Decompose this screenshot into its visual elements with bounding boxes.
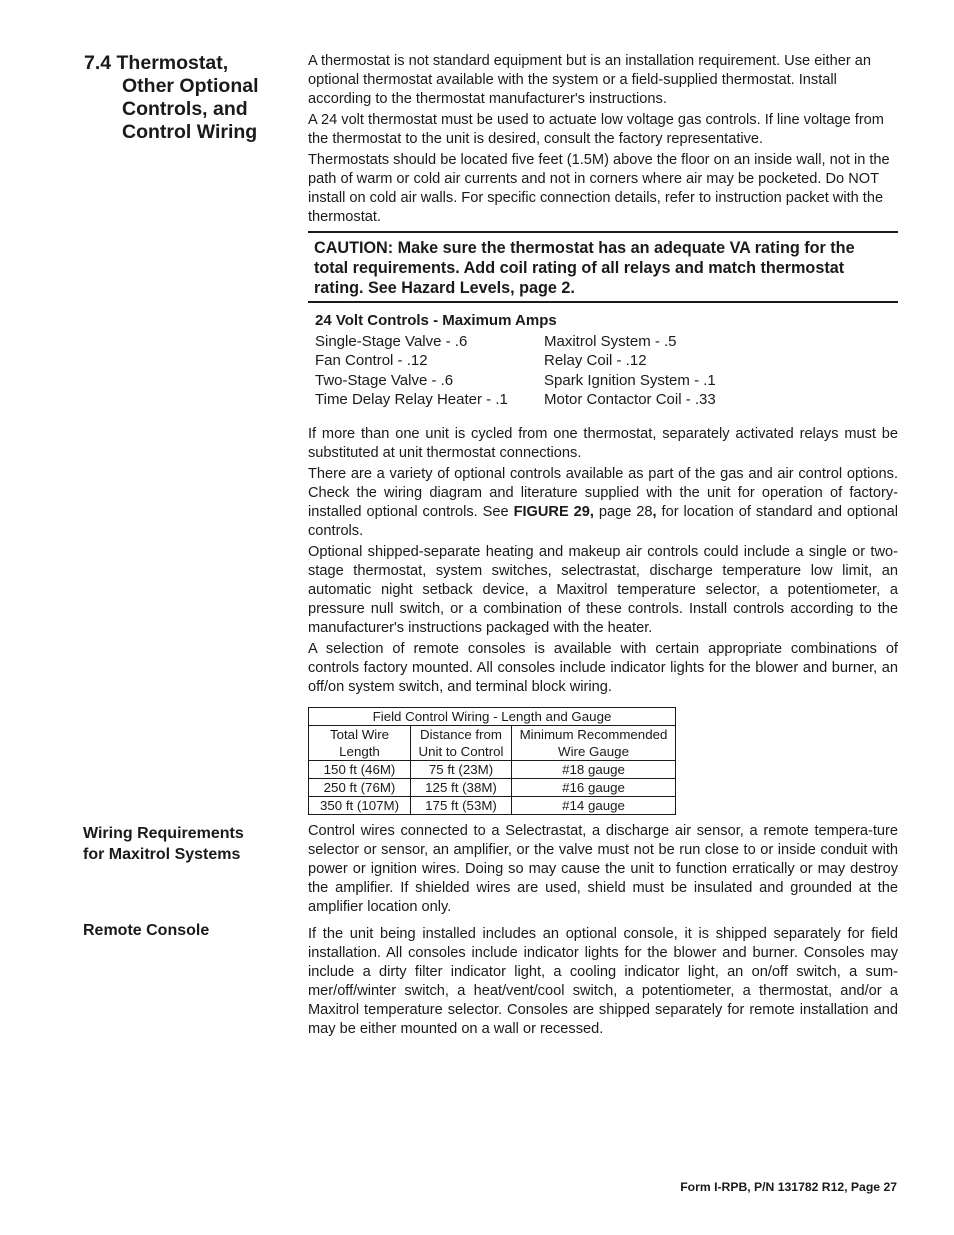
paragraph-optional-controls: There are a variety of optional controls available as part of the gas and air control options. Check the wiring diagram and literature supplied with the unit for operation of factory-installed optional controls. See FIGURE 29, page 28, for location of standard and optional controls. (308, 465, 899, 539)
table-cell: 250 ft (76M) (309, 778, 411, 796)
table-cell: 150 ft (46M) (309, 760, 411, 778)
section-title-line: Other Optional (122, 75, 259, 97)
section-title-line: Controls, and (122, 98, 248, 120)
table-header: Distance from Unit to Control (411, 725, 512, 760)
caution-box: CAUTION: Make sure the thermostat has an adequate VA rating for the total requirements. Add coil rating of all relays and match thermostat rating. See Hazard Levels, page 2. (308, 231, 898, 303)
table-row (309, 796, 676, 814)
table-cell: #14 gauge (512, 796, 676, 814)
table-cell: 350 ft (107M) (309, 796, 411, 814)
amps-grid (315, 332, 892, 410)
remote-console-section (308, 925, 898, 1041)
table-cell: 75 ft (23M) (411, 760, 512, 778)
amps-item: Maxitrol System - .5 (544, 332, 677, 350)
amps-item: Single-Stage Valve - .6 (315, 332, 468, 350)
paragraph-thermostat-requirement: A thermostat is not standard equipment but is an installation requirement. Use either an optional thermostat available with the system or a field-supplied thermostat. Install according to the thermostat manufacturer's instructions. (308, 53, 871, 107)
amps-item: Relay Coil - .12 (544, 352, 647, 369)
table-cell: 125 ft (38M) (411, 778, 512, 796)
paragraph-wiring-requirements: Control wires connected to a Selectrastat, a discharge air sensor, a remote tempera-ture selector or sensor, an amplifier, or the valve must not be run close to or inside conduit with power or ignition wires. Doing so may cause the unit to function erratically or may destroy the amplifier. If shielded wires are used, shield must be insulated and grounded at the amplifier location only. (308, 823, 898, 915)
amps-title: 24 Volt Controls - Maximum Amps (315, 312, 557, 329)
table-cell: #18 gauge (512, 760, 676, 778)
table-cell: 175 ft (53M) (411, 796, 512, 814)
wiring-requirements-heading: Wiring Requirements for Maxitrol Systems (83, 825, 244, 863)
paragraph-shipped-separate: Optional shipped-separate heating and makeup air controls could include a single or two-stage thermostat, system switches, selectrastat, discharge temperature low limit, an automatic night setback device, a Maxitrol temperature selector, a potentiometer, a pressure null switch, or a combination of these controls. Install controls according to the manufacturer's instructions packaged with the heater. (308, 543, 898, 636)
section-title (84, 52, 294, 144)
table-cell: #16 gauge (512, 778, 676, 796)
paragraph-remote-consoles: A selection of remote consoles is available with certain appropriate combinations of controls factory mounted. All consoles include indicator lights for the blower and burner, an off/on system switch, and terminal block wiring. (308, 640, 898, 695)
page-footer: Form I-RPB, P/N 131782 R12, Page 27 (680, 1180, 897, 1194)
table-header: Minimum Recommended Wire Gauge (512, 725, 676, 760)
wiring-requirements-section (308, 822, 898, 919)
table-row (309, 778, 676, 796)
amps-list (308, 303, 898, 410)
table-title: Field Control Wiring - Length and Gauge (309, 707, 676, 725)
remote-console-heading: Remote Console (83, 922, 210, 939)
table-header-row (309, 725, 676, 760)
paragraph-multiple-units: If more than one unit is cycled from one thermostat, separately activated relays must be substituted at unit thermostat connections. (308, 425, 898, 461)
amps-item: Two-Stage Valve - .6 (315, 371, 454, 389)
amps-item: Motor Contactor Coil - .33 (544, 391, 716, 408)
paragraph-location: Thermostats should be located five feet (1.5M) above the floor on an inside wall, not in the path of warm or cold air currents and not in corners where air may be pocketed. Do NOT install on cold air walls. For specific connection details, refer to instruction packet with the thermostat. (308, 152, 890, 225)
section-title-line: Control Wiring (122, 121, 258, 143)
amps-item: Spark Ignition System - .1 (544, 371, 716, 389)
main-content (308, 52, 898, 815)
amps-item: Time Delay Relay Heater - .1 (315, 391, 508, 408)
section-title-line: 7.4 Thermostat, (84, 52, 229, 74)
table-row (309, 760, 676, 778)
table-header: Total Wire Length (309, 725, 411, 760)
paragraph-remote-console: If the unit being installed includes an optional console, it is shipped separately for field installation. All consoles include indicator lights for the blower and burner. Consoles may include a dirty filter indicator light, a cooling indicator light, an on/off switch, a sum-mer/off/winter switch, a heat/vent/cool switch, a potentiometer, a thermostat, and/or a Maxitrol temperature selector. Consoles are shipped separately for remote installation and may be either mounted on a wall or recessed. (308, 926, 898, 1037)
amps-item: Fan Control - .12 (315, 352, 428, 369)
figure-reference: FIGURE 29, (513, 503, 594, 520)
paragraph-24-volt: A 24 volt thermostat must be used to actuate low voltage gas controls. If line voltage from the thermostat to the unit is desired, consult the factory representative. (308, 112, 884, 147)
wire-gauge-table (308, 707, 676, 815)
